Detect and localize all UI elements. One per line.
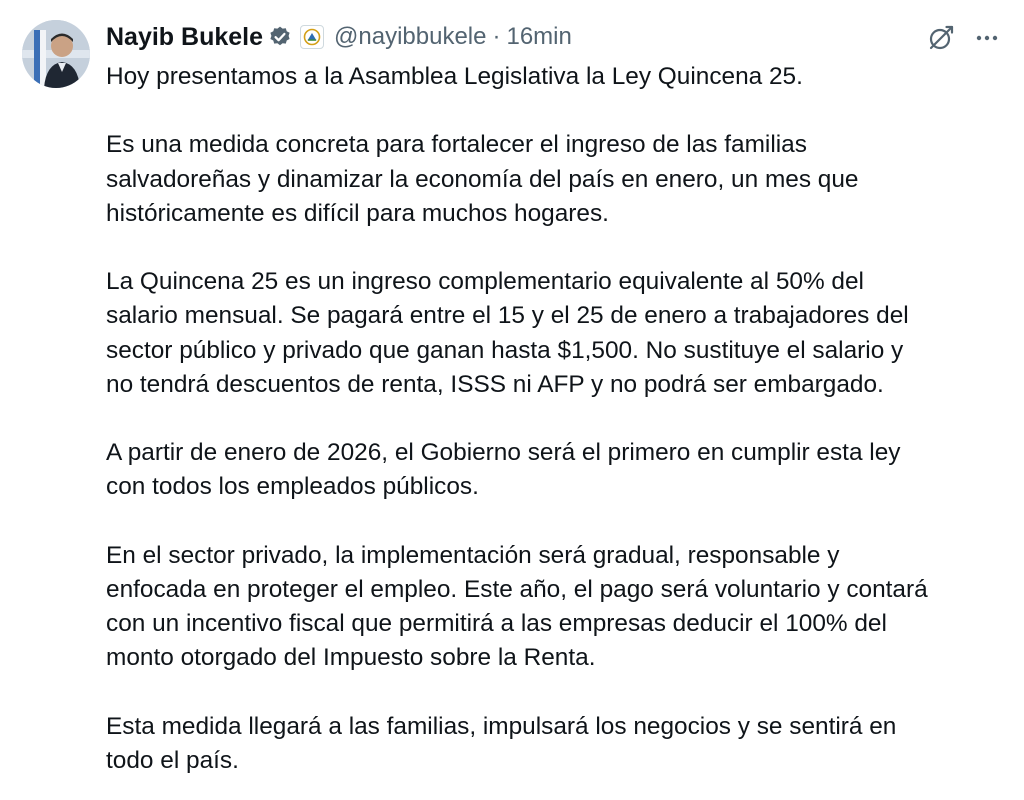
- author-name[interactable]: Nayib Bukele: [106, 22, 264, 51]
- grok-icon[interactable]: [926, 23, 956, 53]
- post-text: [106, 60, 1006, 778]
- el-salvador-coat-of-arms-icon[interactable]: [300, 25, 324, 49]
- avatar-image: [22, 20, 90, 88]
- post-paragraph-5: En el sector privado, la implementación será gradual, responsable y enfocada en proteger el empleo. Este año, el pago será voluntario y contará con un incentivo fiscal que permitirá a las empresas deducir el 100% del monto otorgado del Impuesto sobre la Renta.: [106, 541, 928, 672]
- post-header: [106, 20, 572, 54]
- separator-dot: ·: [492, 23, 501, 50]
- post-paragraph-3: La Quincena 25 es un ingreso complementario equivalente al 50% del salario mensual. Se pagará entre el 15 y el 25 de enero a trabajadores del sector público y privado que ganan hasta $1,500. No sustituye el salario y no tendrá descuentos de renta, ISSS ni AFP y no podrá ser embargado.: [106, 268, 909, 398]
- post-paragraph-2: Es una medida concreta para fortalecer el ingreso de las familias salvadoreñas y dinamizar la economía del país en enero, un mes que históricamente es difícil para muchos hogares.: [106, 131, 859, 227]
- post-paragraph-6: Esta medida llegará a las familias, impulsará los negocios y se sentirá en todo el país.: [106, 712, 897, 775]
- post-timestamp[interactable]: 16min: [506, 23, 572, 50]
- author-handle[interactable]: @nayibbukele: [334, 23, 487, 50]
- post-actions: [926, 20, 1000, 56]
- post-paragraph-1: Hoy presentamos a la Asamblea Legislativa la Ley Quincena 25.: [106, 63, 803, 90]
- avatar[interactable]: [22, 20, 90, 88]
- more-icon[interactable]: [974, 25, 1000, 51]
- post-paragraph-4: A partir de enero de 2026, el Gobierno será el primero en cumplir esta ley con todos los empleados públicos.: [106, 439, 901, 501]
- verified-badge-icon[interactable]: [268, 25, 292, 49]
